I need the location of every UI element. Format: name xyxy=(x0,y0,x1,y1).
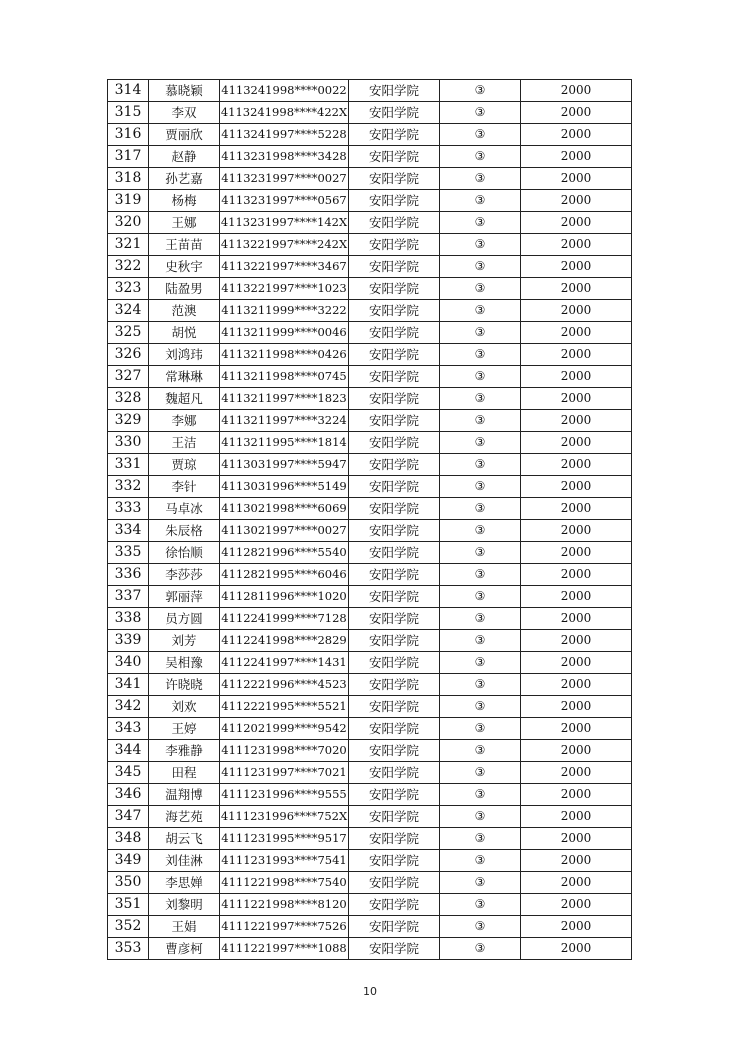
row-number-cell: 342 xyxy=(108,696,149,718)
id-number-cell: 4113221997****1023 xyxy=(220,278,349,300)
row-number-cell: 352 xyxy=(108,916,149,938)
school-cell: 安阳学院 xyxy=(349,322,440,344)
amount-cell: 2000 xyxy=(521,674,632,696)
table-row xyxy=(108,366,632,388)
row-number-cell: 348 xyxy=(108,828,149,850)
mark-cell: ③ xyxy=(440,432,521,454)
amount-cell: 2000 xyxy=(521,146,632,168)
mark-cell: ③ xyxy=(440,806,521,828)
amount-cell: 2000 xyxy=(521,872,632,894)
table-row xyxy=(108,894,632,916)
amount-cell: 2000 xyxy=(521,630,632,652)
school-cell: 安阳学院 xyxy=(349,256,440,278)
mark-cell: ③ xyxy=(440,872,521,894)
school-cell: 安阳学院 xyxy=(349,190,440,212)
name-cell: 史秋宇 xyxy=(149,256,220,278)
name-cell: 杨梅 xyxy=(149,190,220,212)
mark-cell: ③ xyxy=(440,146,521,168)
table-row xyxy=(108,762,632,784)
roster-body xyxy=(108,80,632,960)
id-number-cell: 4113231998****3428 xyxy=(220,146,349,168)
amount-cell: 2000 xyxy=(521,850,632,872)
row-number-cell: 321 xyxy=(108,234,149,256)
mark-cell: ③ xyxy=(440,234,521,256)
row-number-cell: 346 xyxy=(108,784,149,806)
table-row xyxy=(108,256,632,278)
table-row xyxy=(108,146,632,168)
table-row xyxy=(108,608,632,630)
id-number-cell: 4112221996****4523 xyxy=(220,674,349,696)
id-number-cell: 4111231995****9517 xyxy=(220,828,349,850)
table-row xyxy=(108,542,632,564)
table-row xyxy=(108,586,632,608)
table-row xyxy=(108,520,632,542)
id-number-cell: 4113211997****3224 xyxy=(220,410,349,432)
id-number-cell: 4113021997****0027 xyxy=(220,520,349,542)
mark-cell: ③ xyxy=(440,102,521,124)
school-cell: 安阳学院 xyxy=(349,168,440,190)
mark-cell: ③ xyxy=(440,674,521,696)
mark-cell: ③ xyxy=(440,828,521,850)
id-number-cell: 4113211998****0426 xyxy=(220,344,349,366)
name-cell: 王婷 xyxy=(149,718,220,740)
amount-cell: 2000 xyxy=(521,256,632,278)
row-number-cell: 337 xyxy=(108,586,149,608)
school-cell: 安阳学院 xyxy=(349,498,440,520)
table-row xyxy=(108,630,632,652)
amount-cell: 2000 xyxy=(521,938,632,960)
school-cell: 安阳学院 xyxy=(349,894,440,916)
mark-cell: ③ xyxy=(440,630,521,652)
table-row xyxy=(108,410,632,432)
table-row xyxy=(108,718,632,740)
amount-cell: 2000 xyxy=(521,696,632,718)
name-cell: 吴相豫 xyxy=(149,652,220,674)
table-row xyxy=(108,498,632,520)
table-row xyxy=(108,454,632,476)
row-number-cell: 351 xyxy=(108,894,149,916)
table-row xyxy=(108,740,632,762)
row-number-cell: 353 xyxy=(108,938,149,960)
id-number-cell: 4112241998****2829 xyxy=(220,630,349,652)
page-number: 10 xyxy=(363,985,377,998)
name-cell: 慕晓颖 xyxy=(149,80,220,102)
name-cell: 温翔博 xyxy=(149,784,220,806)
name-cell: 员方圆 xyxy=(149,608,220,630)
school-cell: 安阳学院 xyxy=(349,718,440,740)
school-cell: 安阳学院 xyxy=(349,476,440,498)
table-row xyxy=(108,850,632,872)
amount-cell: 2000 xyxy=(521,520,632,542)
table-row xyxy=(108,784,632,806)
school-cell: 安阳学院 xyxy=(349,124,440,146)
table-row xyxy=(108,388,632,410)
table-row xyxy=(108,212,632,234)
amount-cell: 2000 xyxy=(521,278,632,300)
id-number-cell: 4112021999****9542 xyxy=(220,718,349,740)
id-number-cell: 4112821996****5540 xyxy=(220,542,349,564)
amount-cell: 2000 xyxy=(521,806,632,828)
mark-cell: ③ xyxy=(440,454,521,476)
row-number-cell: 333 xyxy=(108,498,149,520)
school-cell: 安阳学院 xyxy=(349,564,440,586)
table-row xyxy=(108,652,632,674)
id-number-cell: 4111231996****9555 xyxy=(220,784,349,806)
mark-cell: ③ xyxy=(440,542,521,564)
id-number-cell: 4113211999****0046 xyxy=(220,322,349,344)
name-cell: 朱辰格 xyxy=(149,520,220,542)
id-number-cell: 4113231997****142X xyxy=(220,212,349,234)
table-row xyxy=(108,916,632,938)
amount-cell: 2000 xyxy=(521,80,632,102)
name-cell: 李思婵 xyxy=(149,872,220,894)
school-cell: 安阳学院 xyxy=(349,762,440,784)
table-row xyxy=(108,938,632,960)
amount-cell: 2000 xyxy=(521,432,632,454)
mark-cell: ③ xyxy=(440,652,521,674)
table-row xyxy=(108,696,632,718)
name-cell: 李莎莎 xyxy=(149,564,220,586)
mark-cell: ③ xyxy=(440,718,521,740)
row-number-cell: 315 xyxy=(108,102,149,124)
school-cell: 安阳学院 xyxy=(349,520,440,542)
row-number-cell: 345 xyxy=(108,762,149,784)
name-cell: 刘欢 xyxy=(149,696,220,718)
school-cell: 安阳学院 xyxy=(349,432,440,454)
amount-cell: 2000 xyxy=(521,212,632,234)
row-number-cell: 347 xyxy=(108,806,149,828)
school-cell: 安阳学院 xyxy=(349,696,440,718)
school-cell: 安阳学院 xyxy=(349,740,440,762)
id-number-cell: 4113231997****0027 xyxy=(220,168,349,190)
id-number-cell: 4113031997****5947 xyxy=(220,454,349,476)
mark-cell: ③ xyxy=(440,498,521,520)
row-number-cell: 349 xyxy=(108,850,149,872)
row-number-cell: 330 xyxy=(108,432,149,454)
id-number-cell: 4113211997****1823 xyxy=(220,388,349,410)
name-cell: 田程 xyxy=(149,762,220,784)
id-number-cell: 4111221998****8120 xyxy=(220,894,349,916)
name-cell: 李针 xyxy=(149,476,220,498)
table-row xyxy=(108,322,632,344)
row-number-cell: 329 xyxy=(108,410,149,432)
mark-cell: ③ xyxy=(440,168,521,190)
school-cell: 安阳学院 xyxy=(349,234,440,256)
row-number-cell: 335 xyxy=(108,542,149,564)
mark-cell: ③ xyxy=(440,388,521,410)
amount-cell: 2000 xyxy=(521,828,632,850)
amount-cell: 2000 xyxy=(521,608,632,630)
table-row xyxy=(108,872,632,894)
school-cell: 安阳学院 xyxy=(349,366,440,388)
table-row xyxy=(108,806,632,828)
table-row xyxy=(108,190,632,212)
amount-cell: 2000 xyxy=(521,784,632,806)
table-row xyxy=(108,476,632,498)
school-cell: 安阳学院 xyxy=(349,388,440,410)
table-row xyxy=(108,234,632,256)
row-number-cell: 318 xyxy=(108,168,149,190)
amount-cell: 2000 xyxy=(521,718,632,740)
school-cell: 安阳学院 xyxy=(349,102,440,124)
id-number-cell: 4111231993****7541 xyxy=(220,850,349,872)
table-row xyxy=(108,80,632,102)
name-cell: 常琳琳 xyxy=(149,366,220,388)
name-cell: 刘佳淋 xyxy=(149,850,220,872)
mark-cell: ③ xyxy=(440,410,521,432)
mark-cell: ③ xyxy=(440,212,521,234)
school-cell: 安阳学院 xyxy=(349,542,440,564)
row-number-cell: 340 xyxy=(108,652,149,674)
row-number-cell: 325 xyxy=(108,322,149,344)
id-number-cell: 4113241998****0022 xyxy=(220,80,349,102)
row-number-cell: 331 xyxy=(108,454,149,476)
school-cell: 安阳学院 xyxy=(349,344,440,366)
school-cell: 安阳学院 xyxy=(349,80,440,102)
mark-cell: ③ xyxy=(440,894,521,916)
school-cell: 安阳学院 xyxy=(349,652,440,674)
mark-cell: ③ xyxy=(440,916,521,938)
amount-cell: 2000 xyxy=(521,300,632,322)
mark-cell: ③ xyxy=(440,586,521,608)
amount-cell: 2000 xyxy=(521,102,632,124)
amount-cell: 2000 xyxy=(521,344,632,366)
row-number-cell: 326 xyxy=(108,344,149,366)
name-cell: 胡悦 xyxy=(149,322,220,344)
school-cell: 安阳学院 xyxy=(349,212,440,234)
id-number-cell: 4113241997****5228 xyxy=(220,124,349,146)
name-cell: 胡云飞 xyxy=(149,828,220,850)
name-cell: 陆盈男 xyxy=(149,278,220,300)
school-cell: 安阳学院 xyxy=(349,674,440,696)
id-number-cell: 4112811996****1020 xyxy=(220,586,349,608)
id-number-cell: 4111221997****1088 xyxy=(220,938,349,960)
id-number-cell: 4113211998****0745 xyxy=(220,366,349,388)
table-row xyxy=(108,278,632,300)
name-cell: 王娜 xyxy=(149,212,220,234)
school-cell: 安阳学院 xyxy=(349,410,440,432)
mark-cell: ③ xyxy=(440,740,521,762)
row-number-cell: 341 xyxy=(108,674,149,696)
name-cell: 刘黎明 xyxy=(149,894,220,916)
amount-cell: 2000 xyxy=(521,498,632,520)
name-cell: 孙艺嘉 xyxy=(149,168,220,190)
row-number-cell: 328 xyxy=(108,388,149,410)
mark-cell: ③ xyxy=(440,124,521,146)
table-row xyxy=(108,300,632,322)
mark-cell: ③ xyxy=(440,784,521,806)
name-cell: 海艺苑 xyxy=(149,806,220,828)
school-cell: 安阳学院 xyxy=(349,454,440,476)
id-number-cell: 4112821995****6046 xyxy=(220,564,349,586)
id-number-cell: 4113211999****3222 xyxy=(220,300,349,322)
name-cell: 王洁 xyxy=(149,432,220,454)
name-cell: 赵静 xyxy=(149,146,220,168)
name-cell: 贾丽欣 xyxy=(149,124,220,146)
name-cell: 范澳 xyxy=(149,300,220,322)
row-number-cell: 339 xyxy=(108,630,149,652)
mark-cell: ③ xyxy=(440,564,521,586)
id-number-cell: 4113241998****422X xyxy=(220,102,349,124)
id-number-cell: 4111221998****7540 xyxy=(220,872,349,894)
mark-cell: ③ xyxy=(440,300,521,322)
table-row xyxy=(108,674,632,696)
row-number-cell: 338 xyxy=(108,608,149,630)
mark-cell: ③ xyxy=(440,696,521,718)
row-number-cell: 324 xyxy=(108,300,149,322)
mark-cell: ③ xyxy=(440,80,521,102)
name-cell: 郭丽萍 xyxy=(149,586,220,608)
mark-cell: ③ xyxy=(440,190,521,212)
mark-cell: ③ xyxy=(440,520,521,542)
id-number-cell: 4113221997****3467 xyxy=(220,256,349,278)
mark-cell: ③ xyxy=(440,256,521,278)
mark-cell: ③ xyxy=(440,850,521,872)
school-cell: 安阳学院 xyxy=(349,586,440,608)
school-cell: 安阳学院 xyxy=(349,850,440,872)
row-number-cell: 334 xyxy=(108,520,149,542)
name-cell: 王娟 xyxy=(149,916,220,938)
row-number-cell: 336 xyxy=(108,564,149,586)
amount-cell: 2000 xyxy=(521,190,632,212)
amount-cell: 2000 xyxy=(521,894,632,916)
id-number-cell: 4113211995****1814 xyxy=(220,432,349,454)
table-row xyxy=(108,124,632,146)
row-number-cell: 344 xyxy=(108,740,149,762)
school-cell: 安阳学院 xyxy=(349,146,440,168)
table-row xyxy=(108,102,632,124)
table-row xyxy=(108,432,632,454)
school-cell: 安阳学院 xyxy=(349,872,440,894)
mark-cell: ③ xyxy=(440,762,521,784)
amount-cell: 2000 xyxy=(521,410,632,432)
name-cell: 刘鸿玮 xyxy=(149,344,220,366)
id-number-cell: 4112241997****1431 xyxy=(220,652,349,674)
row-number-cell: 317 xyxy=(108,146,149,168)
name-cell: 贾琼 xyxy=(149,454,220,476)
id-number-cell: 4113031996****5149 xyxy=(220,476,349,498)
amount-cell: 2000 xyxy=(521,366,632,388)
table-row xyxy=(108,564,632,586)
row-number-cell: 327 xyxy=(108,366,149,388)
mark-cell: ③ xyxy=(440,278,521,300)
mark-cell: ③ xyxy=(440,938,521,960)
name-cell: 许晓晓 xyxy=(149,674,220,696)
id-number-cell: 4113021998****6069 xyxy=(220,498,349,520)
id-number-cell: 4113221997****242X xyxy=(220,234,349,256)
mark-cell: ③ xyxy=(440,608,521,630)
roster-table xyxy=(107,79,632,960)
amount-cell: 2000 xyxy=(521,234,632,256)
school-cell: 安阳学院 xyxy=(349,630,440,652)
amount-cell: 2000 xyxy=(521,652,632,674)
amount-cell: 2000 xyxy=(521,740,632,762)
row-number-cell: 350 xyxy=(108,872,149,894)
name-cell: 李双 xyxy=(149,102,220,124)
name-cell: 王苗苗 xyxy=(149,234,220,256)
row-number-cell: 319 xyxy=(108,190,149,212)
row-number-cell: 316 xyxy=(108,124,149,146)
amount-cell: 2000 xyxy=(521,586,632,608)
row-number-cell: 332 xyxy=(108,476,149,498)
school-cell: 安阳学院 xyxy=(349,608,440,630)
name-cell: 马卓冰 xyxy=(149,498,220,520)
amount-cell: 2000 xyxy=(521,388,632,410)
name-cell: 李娜 xyxy=(149,410,220,432)
amount-cell: 2000 xyxy=(521,564,632,586)
row-number-cell: 314 xyxy=(108,80,149,102)
table-row xyxy=(108,168,632,190)
name-cell: 刘芳 xyxy=(149,630,220,652)
id-number-cell: 4111231998****7020 xyxy=(220,740,349,762)
mark-cell: ③ xyxy=(440,476,521,498)
school-cell: 安阳学院 xyxy=(349,828,440,850)
row-number-cell: 323 xyxy=(108,278,149,300)
name-cell: 魏超凡 xyxy=(149,388,220,410)
row-number-cell: 322 xyxy=(108,256,149,278)
amount-cell: 2000 xyxy=(521,124,632,146)
id-number-cell: 4113231997****0567 xyxy=(220,190,349,212)
name-cell: 李雅静 xyxy=(149,740,220,762)
school-cell: 安阳学院 xyxy=(349,278,440,300)
mark-cell: ③ xyxy=(440,366,521,388)
table-row xyxy=(108,344,632,366)
row-number-cell: 343 xyxy=(108,718,149,740)
id-number-cell: 4111231996****752X xyxy=(220,806,349,828)
amount-cell: 2000 xyxy=(521,542,632,564)
amount-cell: 2000 xyxy=(521,476,632,498)
row-number-cell: 320 xyxy=(108,212,149,234)
amount-cell: 2000 xyxy=(521,916,632,938)
school-cell: 安阳学院 xyxy=(349,916,440,938)
mark-cell: ③ xyxy=(440,344,521,366)
name-cell: 曹彦柯 xyxy=(149,938,220,960)
school-cell: 安阳学院 xyxy=(349,938,440,960)
amount-cell: 2000 xyxy=(521,168,632,190)
id-number-cell: 4111221997****7526 xyxy=(220,916,349,938)
table-row xyxy=(108,828,632,850)
id-number-cell: 4111231997****7021 xyxy=(220,762,349,784)
id-number-cell: 4112241999****7128 xyxy=(220,608,349,630)
amount-cell: 2000 xyxy=(521,322,632,344)
id-number-cell: 4112221995****5521 xyxy=(220,696,349,718)
name-cell: 徐怡顺 xyxy=(149,542,220,564)
amount-cell: 2000 xyxy=(521,762,632,784)
school-cell: 安阳学院 xyxy=(349,784,440,806)
mark-cell: ③ xyxy=(440,322,521,344)
amount-cell: 2000 xyxy=(521,454,632,476)
school-cell: 安阳学院 xyxy=(349,806,440,828)
school-cell: 安阳学院 xyxy=(349,300,440,322)
